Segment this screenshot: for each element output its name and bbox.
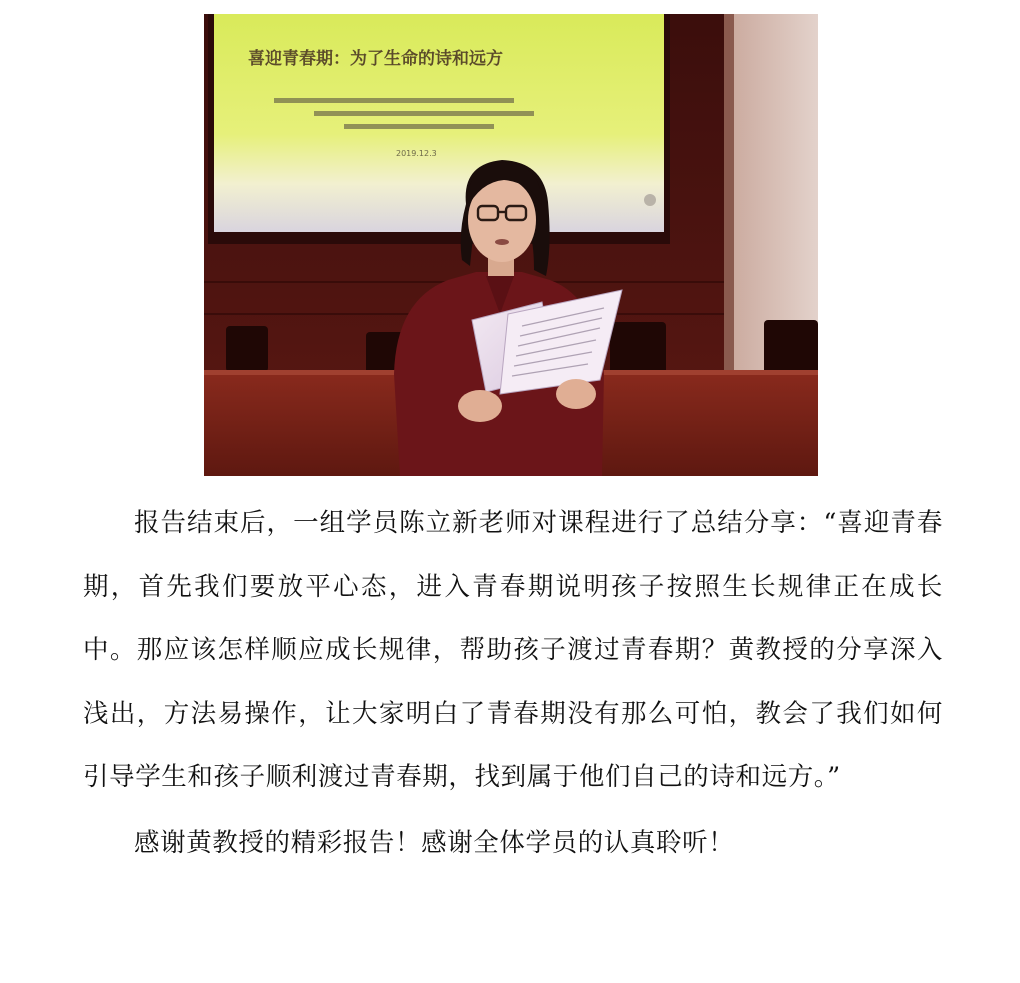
article-body [83, 492, 943, 875]
paragraph-summary: 报告结束后，一组学员陈立新老师对课程进行了总结分享：“喜迎青春期，首先我们要放平心态，进入青春期说明孩子按照生长规律正在成长中。那应该怎样顺应成长规律，帮助孩子渡过青春期？黄教授的分享深入浅出，方法易操作，让大家明白了青春期没有那么可怕，教会了我们如何引导学生和孩子顺利渡过青春期，找到属于他们自己的诗和远方。” [83, 508, 943, 792]
paragraph-thanks: 感谢黄教授的精彩报告！感谢全体学员的认真聆听！ [134, 827, 735, 858]
speaker-photo [204, 14, 818, 476]
screen-date: 2019.12.3 [396, 149, 437, 158]
screen-title: 喜迎青春期：为了生命的诗和远方 [248, 49, 503, 69]
